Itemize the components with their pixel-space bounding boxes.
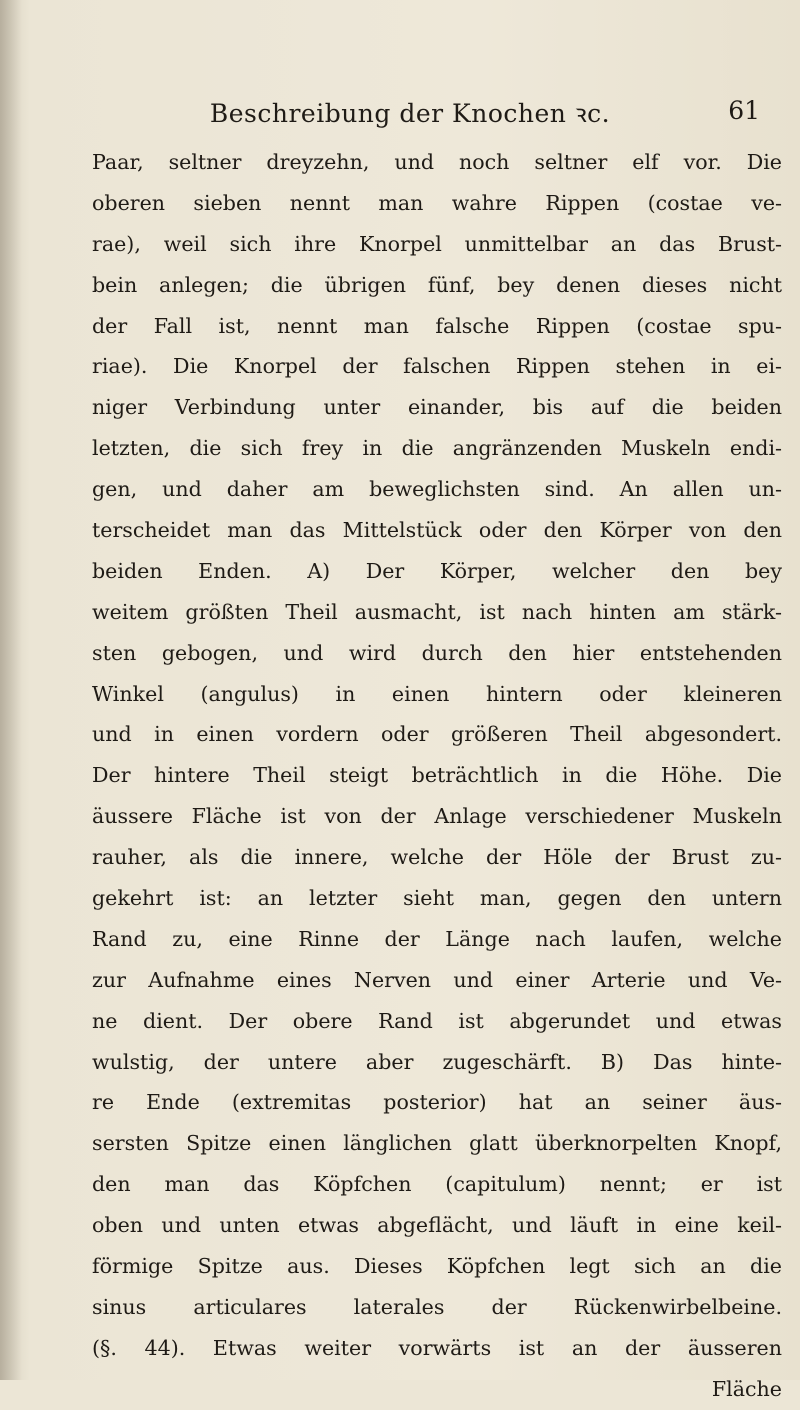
- text-line: der Fall ist, nennt man falsche Rippen (costae spu-: [92, 313, 782, 338]
- text-line: sinus articulares laterales der Rückenwirbelbeine.: [92, 1294, 782, 1319]
- text-line: (§. 44). Etwas weiter vorwärts ist an der äusseren: [92, 1335, 782, 1360]
- running-title: Beschreibung der Knochen ꝛc.: [209, 99, 611, 128]
- text-line: oben und unten etwas abgeflächt, und läuft in eine keil-: [92, 1213, 782, 1238]
- running-header: [150, 96, 760, 136]
- text-line: rauher, als die innere, welche der Höle der Brust zu-: [92, 845, 782, 870]
- text-line: ne dient. Der obere Rand ist abgerundet und etwas: [92, 1008, 782, 1033]
- text-line: gekehrt ist: an letzter sieht man, gegen den untern: [92, 886, 782, 911]
- text-line: sten gebogen, und wird durch den hier entstehenden: [92, 640, 782, 665]
- text-line: Rand zu, eine Rinne der Länge nach laufen, welche: [92, 926, 782, 951]
- text-line: Paar, seltner dreyzehn, und noch seltner elf vor. Die: [92, 150, 782, 174]
- text-line: terscheidet man das Mittelstück oder den Körper von den: [92, 518, 782, 543]
- text-line: wulstig, der untere aber zugeschärft. B) Das hinte-: [92, 1049, 782, 1074]
- body-text: [92, 142, 782, 1410]
- text-line: äussere Fläche ist von der Anlage verschiedener Muskeln: [92, 804, 782, 829]
- text-line: re Ende (extremitas posterior) hat an seiner äus-: [92, 1090, 782, 1115]
- text-line: rae), weil sich ihre Knorpel unmittelbar an das Brust-: [92, 231, 782, 256]
- text-line: bein anlegen; die übrigen fünf, bey denen dieses nicht: [92, 272, 782, 297]
- text-line: Winkel (angulus) in einen hintern oder kleineren: [92, 681, 782, 706]
- text-line: beiden Enden. A) Der Körper, welcher den bey: [92, 558, 782, 583]
- text-line: letzten, die sich frey in die angränzenden Muskeln endi-: [92, 436, 782, 461]
- text-line: den man das Köpfchen (capitulum) nennt; er ist: [92, 1172, 782, 1197]
- spine-shadow: [0, 0, 22, 1380]
- page-number: 61: [728, 96, 760, 125]
- text-line: sersten Spitze einen länglichen glatt überknorpelten Knopf,: [92, 1131, 782, 1156]
- text-line: niger Verbindung unter einander, bis auf die beiden: [92, 395, 782, 420]
- text-line: riae). Die Knorpel der falschen Rippen stehen in ei-: [92, 354, 782, 379]
- text-line: zur Aufnahme eines Nerven und einer Arterie und Ve-: [92, 967, 782, 992]
- text-line: weitem größten Theil ausmacht, ist nach hinten am stärk-: [92, 599, 782, 624]
- text-line: und in einen vordern oder größeren Theil abgesondert.: [92, 722, 782, 747]
- text-line: Der hintere Theil steigt beträchtlich in die Höhe. Die: [92, 763, 782, 788]
- catchword: Fläche: [711, 1376, 782, 1401]
- text-line: gen, und daher am beweglichsten sind. An allen un-: [92, 477, 782, 502]
- text-line: oberen sieben nennt man wahre Rippen (costae ve-: [92, 190, 782, 215]
- text-line: förmige Spitze aus. Dieses Köpfchen legt sich an die: [92, 1254, 782, 1279]
